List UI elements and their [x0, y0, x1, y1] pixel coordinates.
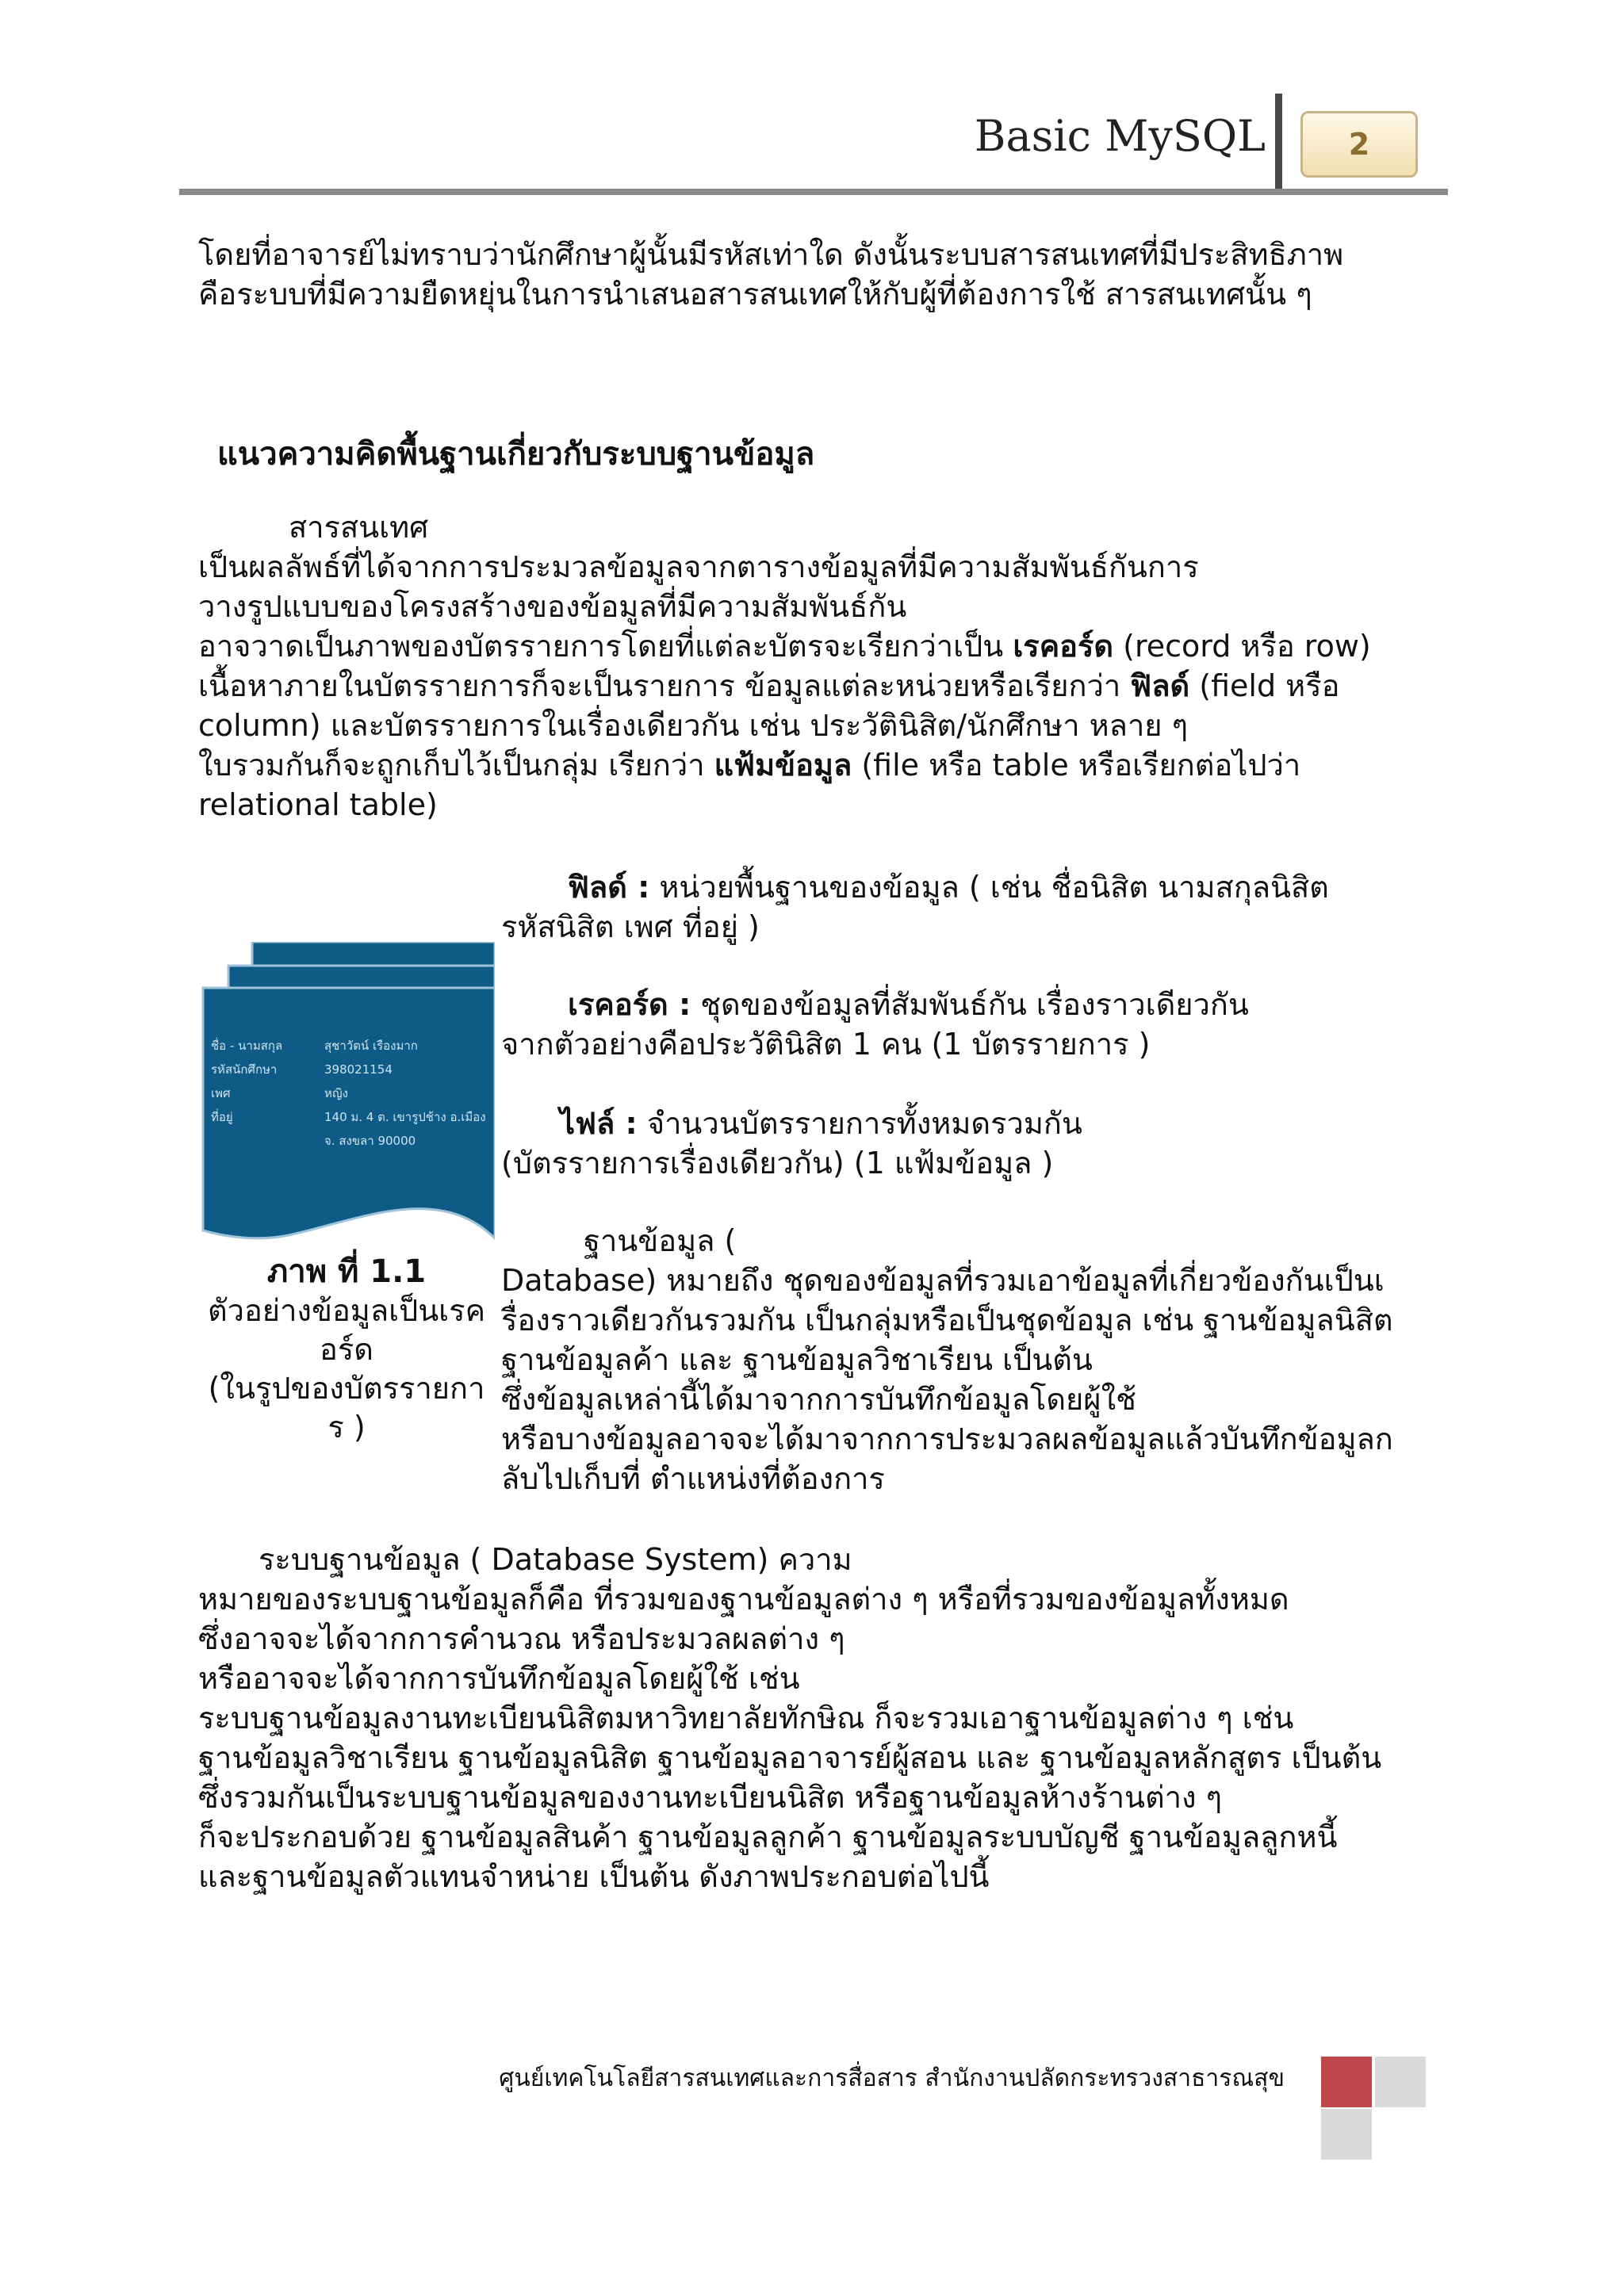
footer-decor-square-gray	[1321, 2109, 1372, 2160]
card-label: ที่อยู่	[211, 1110, 233, 1124]
dbsys-line-3: ซึ่งอาจจะได้จากการคำนวณ หรือประมวลผลต่าง ๆ	[198, 1621, 845, 1656]
figure-caption-line: อร์ด	[320, 1332, 373, 1367]
card-label: ชื่อ - นามสกุล	[211, 1039, 283, 1053]
term-field: ฟิลด์	[1130, 668, 1190, 703]
term-file: แฟ้มข้อมูล	[714, 748, 852, 783]
info-line-1: สารสนเทศ	[289, 510, 429, 545]
def-db-line-5: ซึ่งข้อมูลเหล่านี้ได้มาจากการบันทึกข้อมูลโดยผู้ใช้	[501, 1382, 1136, 1417]
info-line-4	[198, 626, 1371, 667]
dbsys-line-7: ซึ่งรวมกันเป็นระบบฐานข้อมูลของงานทะเบียนนิสิต หรือฐานข้อมูลห้างร้านต่าง ๆ	[198, 1780, 1223, 1815]
intro-line-1: โดยที่อาจารย์ไม่ทราบว่านักศึกษาผู้นั้นมีรหัสเท่าใด ดังนั้นระบบสารสนเทศที่มีประสิทธิภาพ	[198, 237, 1344, 272]
info-line-7-tail: (file หรือ table หรือเรียกต่อไปว่า	[852, 748, 1301, 783]
def-file-line-2: (บัตรรายการเรื่องเดียวกัน) (1 แฟ้มข้อมูล )	[501, 1146, 1054, 1181]
def-db-line-3: รื่องราวเดียวกันรวมกัน เป็นกลุ่มหรือเป็นชุดข้อมูล เช่น ฐานข้อมูลนิสิต	[501, 1303, 1393, 1337]
dbsys-line-2: หมายของระบบฐานข้อมูลก็คือ ที่รวมของฐานข้อมูลต่าง ๆ หรือที่รวมของข้อมูลทั้งหมด	[198, 1582, 1289, 1617]
footer-organization: ศูนย์เทคโนโลยีสารสนเทศและการสื่อสาร สำนักงานปลัดกระทรวงสาธารณสุข	[499, 2064, 1285, 2092]
info-line-7	[198, 745, 1300, 786]
figure-caption-title: ภาพ ที่ 1.1	[266, 1253, 427, 1290]
section-heading: แนวความคิดพื้นฐานเกี่ยวกับระบบฐานข้อมูล	[217, 436, 815, 473]
info-line-5-tail: (field หรือ	[1189, 668, 1340, 703]
page-number-badge: 2	[1300, 111, 1418, 178]
def-db-line-6: หรือบางข้อมูลอาจจะได้มาจากการประมวลผลข้อมูลแล้วบันทึกข้อมูลก	[501, 1422, 1393, 1456]
figure-caption-line: (ในรูปของบัตรรายกา	[208, 1371, 485, 1406]
figure-caption	[200, 1253, 493, 1447]
def-file-line-1	[560, 1104, 1082, 1144]
header-divider	[1275, 94, 1282, 190]
card-value: หญิง	[324, 1086, 348, 1100]
card-value: จ. สงขลา 90000	[324, 1134, 416, 1148]
document-title: Basic MySQL	[974, 111, 1266, 161]
footer-decor-square-gray	[1375, 2057, 1426, 2107]
def-field-line-1	[568, 867, 1329, 908]
dbsys-line-5: ระบบฐานข้อมูลงานทะเบียนนิสิตมหาวิทยาลัยทักษิณ ก็จะรวมเอาฐานข้อมูลต่าง ๆ เช่น	[198, 1701, 1294, 1735]
info-line-5-text: เนื้อหาภายในบัตรรายการก็จะเป็นรายการ ข้อมูลแต่ละหน่วยหรือเรียกว่า	[198, 668, 1131, 703]
def-db-line-1: ฐานข้อมูล (	[584, 1223, 737, 1258]
def-record-line-1	[568, 985, 1249, 1025]
card-label: เพศ	[211, 1086, 231, 1100]
info-line-4-tail: (record หรือ row)	[1113, 629, 1371, 664]
info-line-4-text: อาจวาดเป็นภาพของบัตรรายการโดยที่แต่ละบัตรจะเรียกว่าเป็น	[198, 629, 1013, 664]
term-record: เรคอร์ด	[1013, 629, 1114, 664]
def-db-line-7: ลับไปเก็บที่ ตำแหน่งที่ต้องการ	[501, 1461, 885, 1496]
dbsys-line-9: และฐานข้อมูลตัวแทนจำหน่าย เป็นต้น ดังภาพประกอบต่อไปนี้	[198, 1859, 990, 1894]
def-record-term: เรคอร์ด :	[568, 987, 691, 1022]
record-cards-figure	[201, 942, 495, 1242]
dbsys-line-4: หรืออาจจะได้จากการบันทึกข้อมูลโดยผู้ใช้ เช่น	[198, 1661, 800, 1696]
card-value: 398021154	[324, 1062, 393, 1077]
header-rule	[179, 189, 1448, 195]
card-label: รหัสนักศึกษา	[211, 1062, 278, 1077]
info-line-6: column) และบัตรรายการในเรื่องเดียวกัน เช่น ประวัตินิสิต/นักศึกษา หลาย ๆ	[198, 708, 1189, 743]
card-value: 140 ม. 4 ต. เขารูปช้าง อ.เมือง	[324, 1110, 486, 1124]
def-record-text: ชุดของข้อมูลที่สัมพันธ์กัน เรื่องราวเดียวกัน	[691, 987, 1249, 1022]
def-record-line-2: จากตัวอย่างคือประวัตินิสิต 1 คน (1 บัตรรายการ )	[501, 1027, 1151, 1062]
info-line-7-text: ใบรวมกันก็จะถูกเก็บไว้เป็นกลุ่ม เรียกว่า	[198, 748, 714, 783]
footer-decor-square-red	[1321, 2057, 1372, 2107]
intro-line-2: คือระบบที่มีความยืดหยุ่นในการนำเสนอสารสนเทศให้กับผู้ที่ต้องการใช้ สารสนเทศนั้น ๆ	[198, 277, 1312, 312]
figure-caption-line: ร )	[327, 1410, 366, 1445]
figure-caption-line: ตัวอย่างข้อมูลเป็นเรค	[207, 1293, 486, 1328]
card-value: สุชาวัตน์ เรืองมาก	[324, 1039, 418, 1053]
info-line-3: วางรูปแบบของโครงสร้างของข้อมูลที่มีความสัมพันธ์กัน	[198, 589, 907, 624]
def-file-text: จำนวนบัตรรายการทั้งหมดรวมกัน	[637, 1106, 1082, 1141]
def-field-line-2: รหัสนิสิต เพศ ที่อยู่ )	[501, 909, 760, 944]
dbsys-line-1: ระบบฐานข้อมูล ( Database System) ความ	[259, 1542, 852, 1577]
def-field-text: หน่วยพื้นฐานของข้อมูล ( เช่น ชื่อนิสิต นามสกุลนิสิต	[649, 870, 1329, 905]
dbsys-line-8: ก็จะประกอบด้วย ฐานข้อมูลสินค้า ฐานข้อมูลลูกค้า ฐานข้อมูลระบบบัญชี ฐานข้อมูลลูกหนี้	[198, 1820, 1338, 1854]
dbsys-line-6: ฐานข้อมูลวิชาเรียน ฐานข้อมูลนิสิต ฐานข้อมูลอาจารย์ผู้สอน และ ฐานข้อมูลหลักสูตร เป็นต้น	[198, 1740, 1382, 1775]
info-line-8: relational table)	[198, 787, 438, 822]
def-field-term: ฟิลด์ :	[568, 870, 650, 905]
def-db-line-4: ฐานข้อมูลค้า และ ฐานข้อมูลวิชาเรียน เป็นต้น	[501, 1342, 1093, 1377]
info-line-5	[198, 666, 1339, 706]
def-file-term: ไฟล์ :	[560, 1106, 638, 1141]
info-line-2: เป็นผลลัพธ์ที่ได้จากการประมวลข้อมูลจากตารางข้อมูลที่มีความสัมพันธ์กันการ	[198, 549, 1199, 584]
def-db-line-2: Database) หมายถึง ชุดของข้อมูลที่รวมเอาข้อมูลที่เกี่ยวข้องกันเป็นเ	[501, 1263, 1385, 1298]
